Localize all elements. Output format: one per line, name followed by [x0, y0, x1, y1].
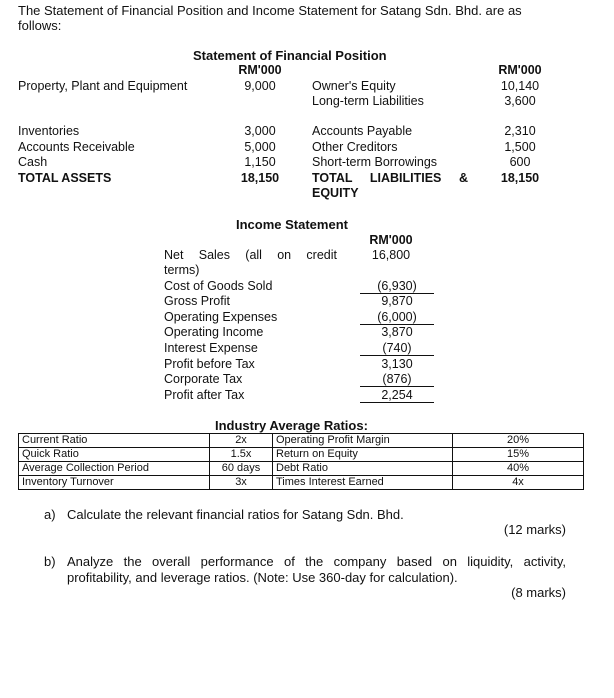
table-row — [19, 448, 584, 462]
inventories-label: Inventories — [18, 124, 80, 138]
question-b-text-2: profitability, and leverage ratios. (Note: Use 360-day for calculation). — [67, 570, 458, 585]
owners-equity-label: Owner's Equity — [312, 79, 396, 93]
table-row — [19, 476, 584, 490]
question-b-marks: (8 marks) — [511, 585, 566, 600]
question-b-label: b) — [44, 554, 56, 569]
net-sales-label: Net Sales (all on credit — [164, 248, 337, 262]
ratio-value: 3x — [210, 476, 273, 490]
question-a-marks: (12 marks) — [503, 522, 566, 537]
gross-profit-label: Gross Profit — [164, 294, 230, 308]
ratio-name: Debt Ratio — [273, 462, 453, 476]
sfp-currency-left: RM'000 — [238, 63, 282, 77]
cash-value: 1,150 — [244, 155, 276, 169]
ppe-value: 9,000 — [244, 79, 276, 93]
cogs-value: (6,930) — [360, 279, 434, 294]
payable-value: 2,310 — [504, 124, 536, 138]
stb-value: 600 — [509, 155, 531, 169]
pat-value: 2,254 — [360, 388, 434, 403]
pat-label: Profit after Tax — [164, 388, 245, 402]
ratio-value: 4x — [453, 476, 584, 490]
opex-value: (6,000) — [360, 310, 434, 325]
question-a-label: a) — [44, 507, 56, 522]
interest-label: Interest Expense — [164, 341, 258, 355]
total-le-value: 18,150 — [500, 171, 540, 185]
receivable-label: Accounts Receivable — [18, 140, 135, 154]
total-le-label-1: TOTAL LIABILITIES & — [312, 171, 468, 185]
pbt-value: 3,130 — [381, 357, 413, 371]
question-a-text: Calculate the relevant financial ratios for Satang Sdn. Bhd. — [67, 507, 404, 522]
stb-label: Short-term Borrowings — [312, 155, 438, 169]
ratio-value: 2x — [210, 434, 273, 448]
ratio-value: 1.5x — [210, 448, 273, 462]
ratio-name: Operating Profit Margin — [273, 434, 453, 448]
ltl-label: Long-term Liabilities — [312, 94, 424, 108]
receivable-value: 5,000 — [244, 140, 276, 154]
total-le-label-2: EQUITY — [312, 186, 359, 200]
sfp-title: Statement of Financial Position — [193, 48, 387, 63]
income-currency: RM'000 — [369, 233, 413, 247]
ratio-value: 20% — [453, 434, 584, 448]
ratio-name: Quick Ratio — [19, 448, 210, 462]
table-row — [19, 434, 584, 448]
operating-income-label: Operating Income — [164, 325, 264, 339]
industry-title: Industry Average Ratios: — [215, 418, 368, 433]
operating-income-value: 3,870 — [381, 325, 413, 339]
net-sales-value: 16,800 — [371, 248, 411, 262]
total-assets-value: 18,150 — [240, 171, 280, 185]
question-b-text-1: Analyze the overall performance of the company based on liquidity, activity, — [67, 554, 566, 569]
cash-label: Cash — [18, 155, 48, 169]
ratio-name: Inventory Turnover — [19, 476, 210, 490]
ratio-value: 15% — [453, 448, 584, 462]
gross-profit-value: 9,870 — [381, 294, 413, 308]
ratio-name: Return on Equity — [273, 448, 453, 462]
tax-label: Corporate Tax — [164, 372, 243, 386]
tax-value: (876) — [360, 372, 434, 387]
ratio-name: Current Ratio — [19, 434, 210, 448]
other-creditors-label: Other Creditors — [312, 140, 398, 154]
ratio-name: Average Collection Period — [19, 462, 210, 476]
pbt-label: Profit before Tax — [164, 357, 255, 371]
industry-table — [18, 433, 584, 490]
ppe-label: Property, Plant and Equipment — [18, 79, 188, 93]
ltl-value: 3,600 — [504, 94, 536, 108]
interest-value: (740) — [360, 341, 434, 356]
intro-line-1: The Statement of Financial Position and Income Statement for Satang Sdn. Bhd. are as — [18, 3, 522, 18]
opex-label: Operating Expenses — [164, 310, 278, 324]
other-creditors-value: 1,500 — [504, 140, 536, 154]
payable-label: Accounts Payable — [312, 124, 413, 138]
cogs-label: Cost of Goods Sold — [164, 279, 273, 293]
inventories-value: 3,000 — [244, 124, 276, 138]
intro-line-2: follows: — [18, 18, 62, 33]
income-title: Income Statement — [236, 217, 348, 232]
owners-equity-value: 10,140 — [500, 79, 540, 93]
sfp-currency-right: RM'000 — [498, 63, 542, 77]
table-row — [19, 462, 584, 476]
total-assets-label: TOTAL ASSETS — [18, 171, 112, 185]
net-sales-label-2: terms) — [164, 263, 200, 277]
ratio-value: 40% — [453, 462, 584, 476]
ratio-name: Times Interest Earned — [273, 476, 453, 490]
ratio-value: 60 days — [210, 462, 273, 476]
